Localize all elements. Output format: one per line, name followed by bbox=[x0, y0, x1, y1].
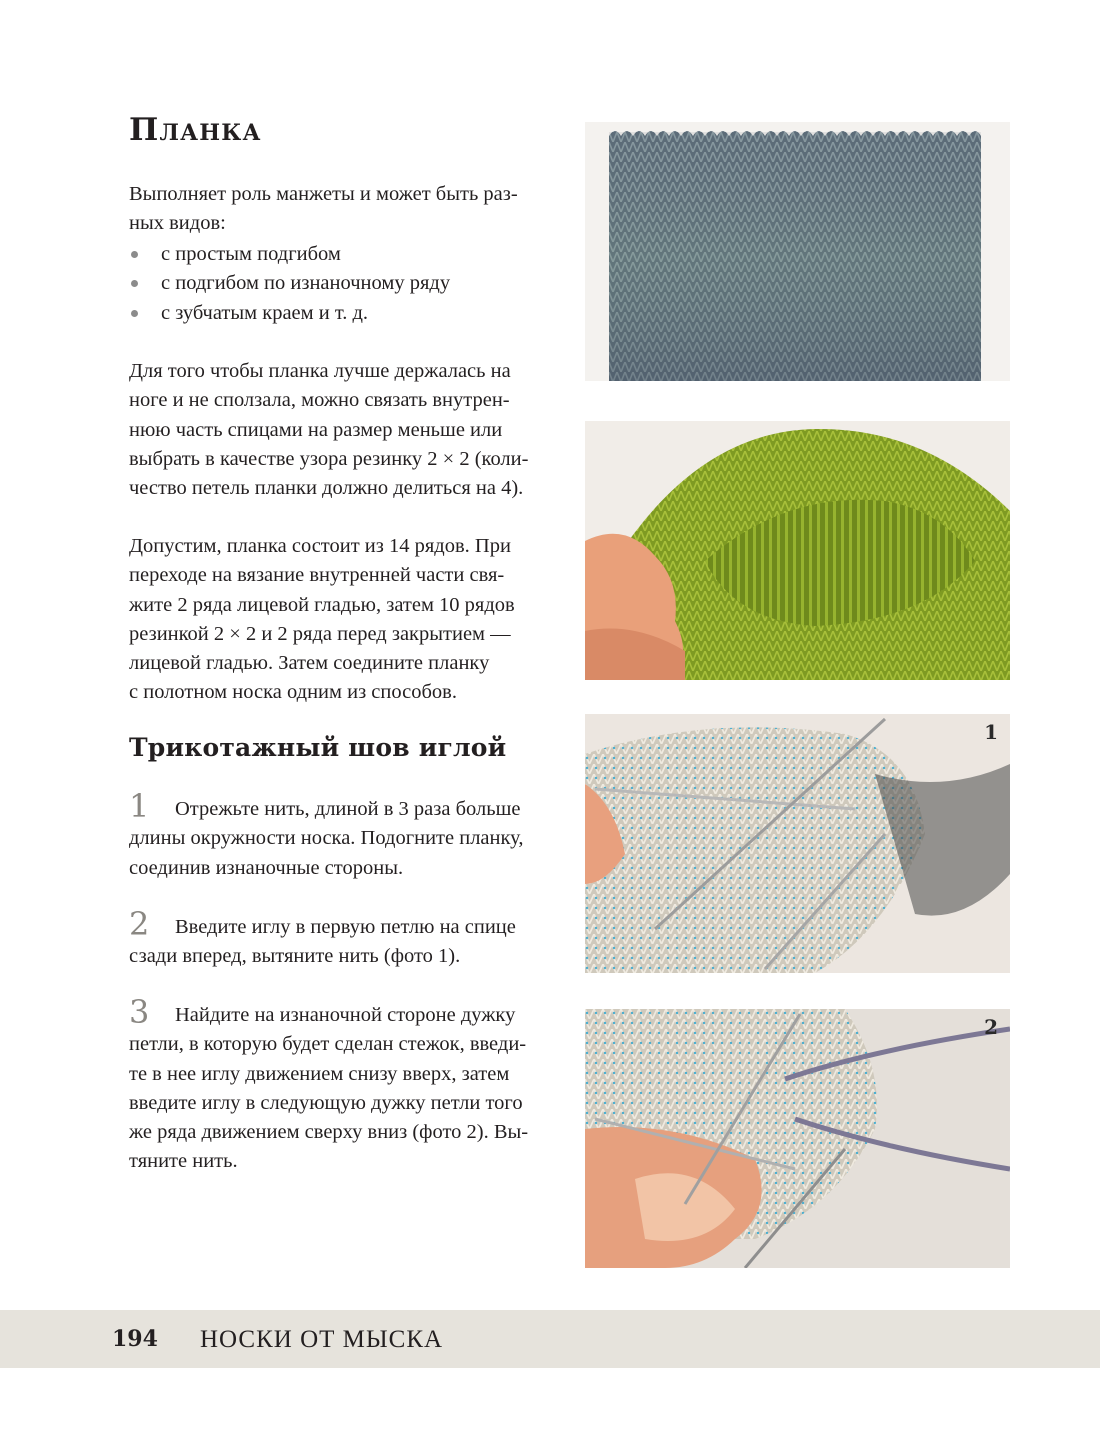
cuff-illustration bbox=[585, 122, 1010, 381]
seam-step1-illustration bbox=[585, 714, 1010, 973]
text-line: соединив изнаночные стороны. bbox=[129, 856, 404, 879]
step-number: 1 bbox=[129, 787, 150, 825]
text-line: Допустим, планка состоит из 14 рядов. При bbox=[129, 535, 511, 557]
list-item-text: с зубчатым краем и т. д. bbox=[161, 301, 369, 324]
list-item bbox=[129, 269, 450, 298]
text-line bbox=[129, 993, 559, 1031]
step-2 bbox=[129, 905, 559, 972]
text-line: Выполняет роль манжеты и может быть раз- bbox=[129, 183, 518, 205]
page-footer bbox=[0, 1310, 1100, 1368]
list-item-text: с простым подгибом bbox=[161, 243, 341, 265]
photo-cuff bbox=[585, 122, 1010, 381]
text-line: жите 2 ряда лицевой гладью, затем 10 рядов bbox=[129, 593, 515, 616]
paragraph-example bbox=[129, 532, 559, 708]
text-line: длины окружности носка. Подогните планку, bbox=[129, 827, 524, 850]
text-line: введите иглу в следующую дужку петли того bbox=[129, 1091, 523, 1114]
text-line: выбрать в качестве узора резинку 2 × 2 (коли- bbox=[129, 447, 529, 470]
bullet-icon bbox=[131, 280, 138, 287]
text-line: ноге и не сползала, можно связать внутрен- bbox=[129, 389, 510, 412]
bullet-icon bbox=[131, 310, 138, 317]
photo-green-cuff bbox=[585, 421, 1010, 680]
section-title-planka: Планка bbox=[129, 112, 262, 148]
text-line: нюю часть спицами на размер меньше или bbox=[129, 418, 503, 441]
text-line: Введите иглу в первую петлю на спице bbox=[175, 916, 516, 938]
intro-paragraph bbox=[129, 180, 559, 239]
photo-number-2: 2 bbox=[984, 1015, 998, 1039]
photo-step-2 bbox=[585, 1009, 1010, 1268]
paragraph-tension bbox=[129, 357, 559, 503]
text-line: те в нее иглу движением снизу вверх, затем bbox=[129, 1062, 510, 1085]
list-item-text: с подгибом по изнаночному ряду bbox=[161, 272, 451, 295]
step-number: 2 bbox=[129, 905, 150, 943]
page-number: 194 bbox=[112, 1326, 158, 1352]
seam-step2-illustration bbox=[585, 1009, 1010, 1268]
running-title: НОСКИ ОТ МЫСКА bbox=[200, 1326, 444, 1353]
text-line bbox=[129, 787, 559, 825]
text-line: тяните нить. bbox=[129, 1150, 238, 1173]
photo-step-1 bbox=[585, 714, 1010, 973]
bullet-icon bbox=[131, 251, 138, 258]
text-line: резинкой 2 × 2 и 2 ряда перед закрытием — bbox=[129, 622, 511, 645]
text-line: переходе на вязание внутренней части свя- bbox=[129, 564, 505, 587]
text-line: же ряда движением сверху вниз (фото 2). Вы- bbox=[129, 1121, 529, 1144]
text-line: Отрежьте нить, длиной в 3 раза больше bbox=[175, 798, 521, 820]
green-cuff-illustration bbox=[585, 421, 1010, 680]
step-1 bbox=[129, 787, 559, 883]
text-line: чество петель планки должно делиться на 4). bbox=[129, 477, 524, 500]
text-line: Найдите на изнаночной стороне дужку bbox=[175, 1004, 516, 1026]
list-item bbox=[129, 240, 450, 269]
text-line: сзади вперед, вытяните нить (фото 1). bbox=[129, 945, 461, 968]
step-3 bbox=[129, 993, 559, 1177]
text-line: ных видов: bbox=[129, 212, 226, 235]
list-item bbox=[129, 299, 450, 328]
step-number: 3 bbox=[129, 993, 150, 1031]
section-title-seam: Трикотажный шов иглой bbox=[129, 733, 507, 762]
photo-number-1: 1 bbox=[984, 720, 998, 744]
text-line: с полотном носка одним из способов. bbox=[129, 681, 457, 704]
text-line: Для того чтобы планка лучше держалась на bbox=[129, 360, 511, 382]
text-line bbox=[129, 905, 559, 943]
bullet-list bbox=[129, 240, 450, 328]
text-line: лицевой гладью. Затем соедините планку bbox=[129, 652, 490, 675]
text-line: петли, в которую будет сделан стежок, введи- bbox=[129, 1033, 527, 1056]
